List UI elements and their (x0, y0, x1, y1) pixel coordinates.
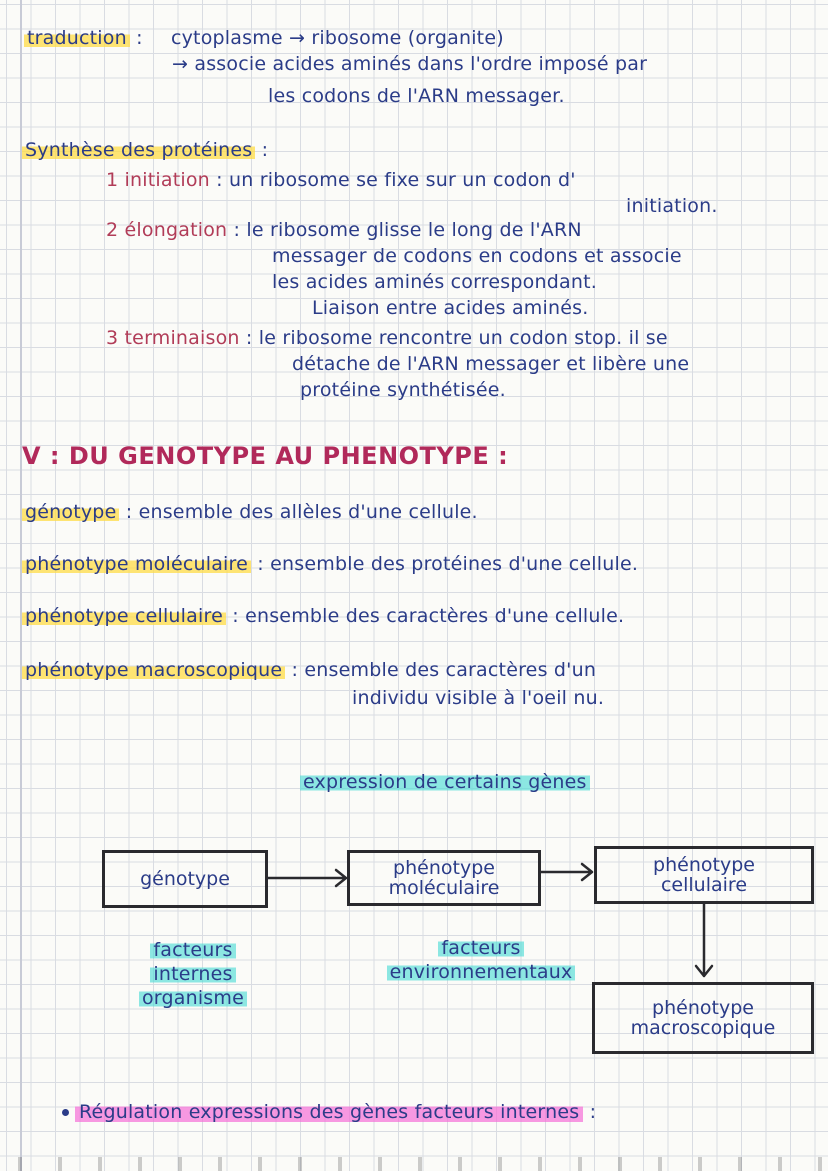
definition-cellular-sep: : (232, 605, 239, 627)
synthesis-sep: : (261, 139, 269, 161)
box-macroscopic-line-1: phénotype (652, 997, 754, 1019)
internal-factors-line-1: facteurs (150, 939, 235, 961)
step-elongation-label: 2 élongation (106, 219, 228, 241)
env-factors-line-1: facteurs (438, 937, 523, 959)
definition-macroscopic-text-2: individu visible à l'oeil nu. (352, 687, 605, 709)
regulation-line (62, 1100, 596, 1124)
definition-macroscopic-text: ensemble des caractères d'un (304, 659, 597, 681)
section-title: V : DU GENOTYPE AU PHENOTYPE : (22, 442, 509, 470)
step-initiation-label: 1 initiation (106, 169, 210, 191)
step-initiation-text-2: initiation. (626, 195, 718, 217)
step-elongation-text-1: le ribosome glisse le long de l'ARN (246, 219, 582, 241)
step-termination-label: 3 terminaison (106, 327, 240, 349)
definition-cellular-text: ensemble des caractères d'une cellule. (245, 605, 625, 627)
step-termination-sep: : (245, 327, 253, 349)
step-termination-text-2: détache de l'ARN messager et libère une (292, 353, 690, 375)
translation-sep: : (136, 27, 143, 49)
box-macroscopic-line-2: macroscopique (630, 1017, 776, 1039)
page-edge-shadow (0, 1157, 828, 1171)
regulation-sep: : (589, 1101, 597, 1123)
internal-factors-label (128, 938, 258, 1010)
definition-genotype-term: génotype (22, 501, 119, 523)
synthesis-heading: Synthèse des protéines (22, 139, 255, 161)
translation-text-1: cytoplasme → ribosome (organite) (170, 27, 504, 49)
translation-term: traduction (24, 27, 130, 49)
internal-factors-line-3: organisme (139, 987, 247, 1009)
step-termination-text-3: protéine synthétisée. (300, 379, 506, 401)
definition-molecular-term: phénotype moléculaire (22, 553, 251, 575)
step-elongation-text-3: les acides aminés correspondant. (272, 271, 597, 293)
box-molecular-line-1: phénotype (393, 857, 495, 879)
step-elongation-text-4: Liaison entre acides aminés. (312, 297, 589, 319)
arrow-genotype-to-molecular (268, 870, 346, 886)
translation-text-2: → associe acides aminés dans l'ordre imposé par (172, 53, 648, 75)
definition-cellular-term: phénotype cellulaire (22, 605, 226, 627)
arrow-molecular-to-cellular (541, 864, 592, 880)
box-cellular-line-1: phénotype (653, 854, 755, 876)
arrow-cellular-to-macroscopic (696, 904, 712, 976)
translation-text-3: les codons de l'ARN messager. (268, 85, 565, 107)
step-initiation-sep: : (216, 169, 223, 191)
box-molecular-line-2: moléculaire (388, 877, 500, 899)
definition-macroscopic-sep: : (291, 659, 299, 681)
internal-factors-line-2: internes (150, 963, 235, 985)
regulation-text: Régulation expressions des gènes facteurs internes (75, 1101, 583, 1123)
definition-molecular-text: ensemble des protéines d'une cellule. (270, 553, 639, 575)
box-genotype-label: génotype (140, 868, 230, 890)
definition-macroscopic-term: phénotype macroscopique (22, 659, 285, 681)
diagram-caption-text: expression de certains gènes (300, 771, 590, 793)
step-elongation-sep: : (233, 219, 241, 241)
definition-molecular-sep: : (257, 553, 264, 575)
step-termination-text-1: le ribosome rencontre un codon stop. il se (258, 327, 668, 349)
bullet-icon (62, 1109, 69, 1116)
step-initiation-text-1: un ribosome se fixe sur un codon d' (229, 169, 576, 191)
definition-genotype-text: ensemble des allèles d'une cellule. (138, 501, 478, 523)
environmental-factors-label (376, 936, 586, 984)
box-cellular-line-2: cellulaire (660, 874, 748, 896)
step-elongation-text-2: messager de codons en codons et associe (272, 245, 682, 267)
env-factors-line-2: environnementaux (387, 961, 576, 983)
definition-genotype-sep: : (125, 501, 133, 523)
